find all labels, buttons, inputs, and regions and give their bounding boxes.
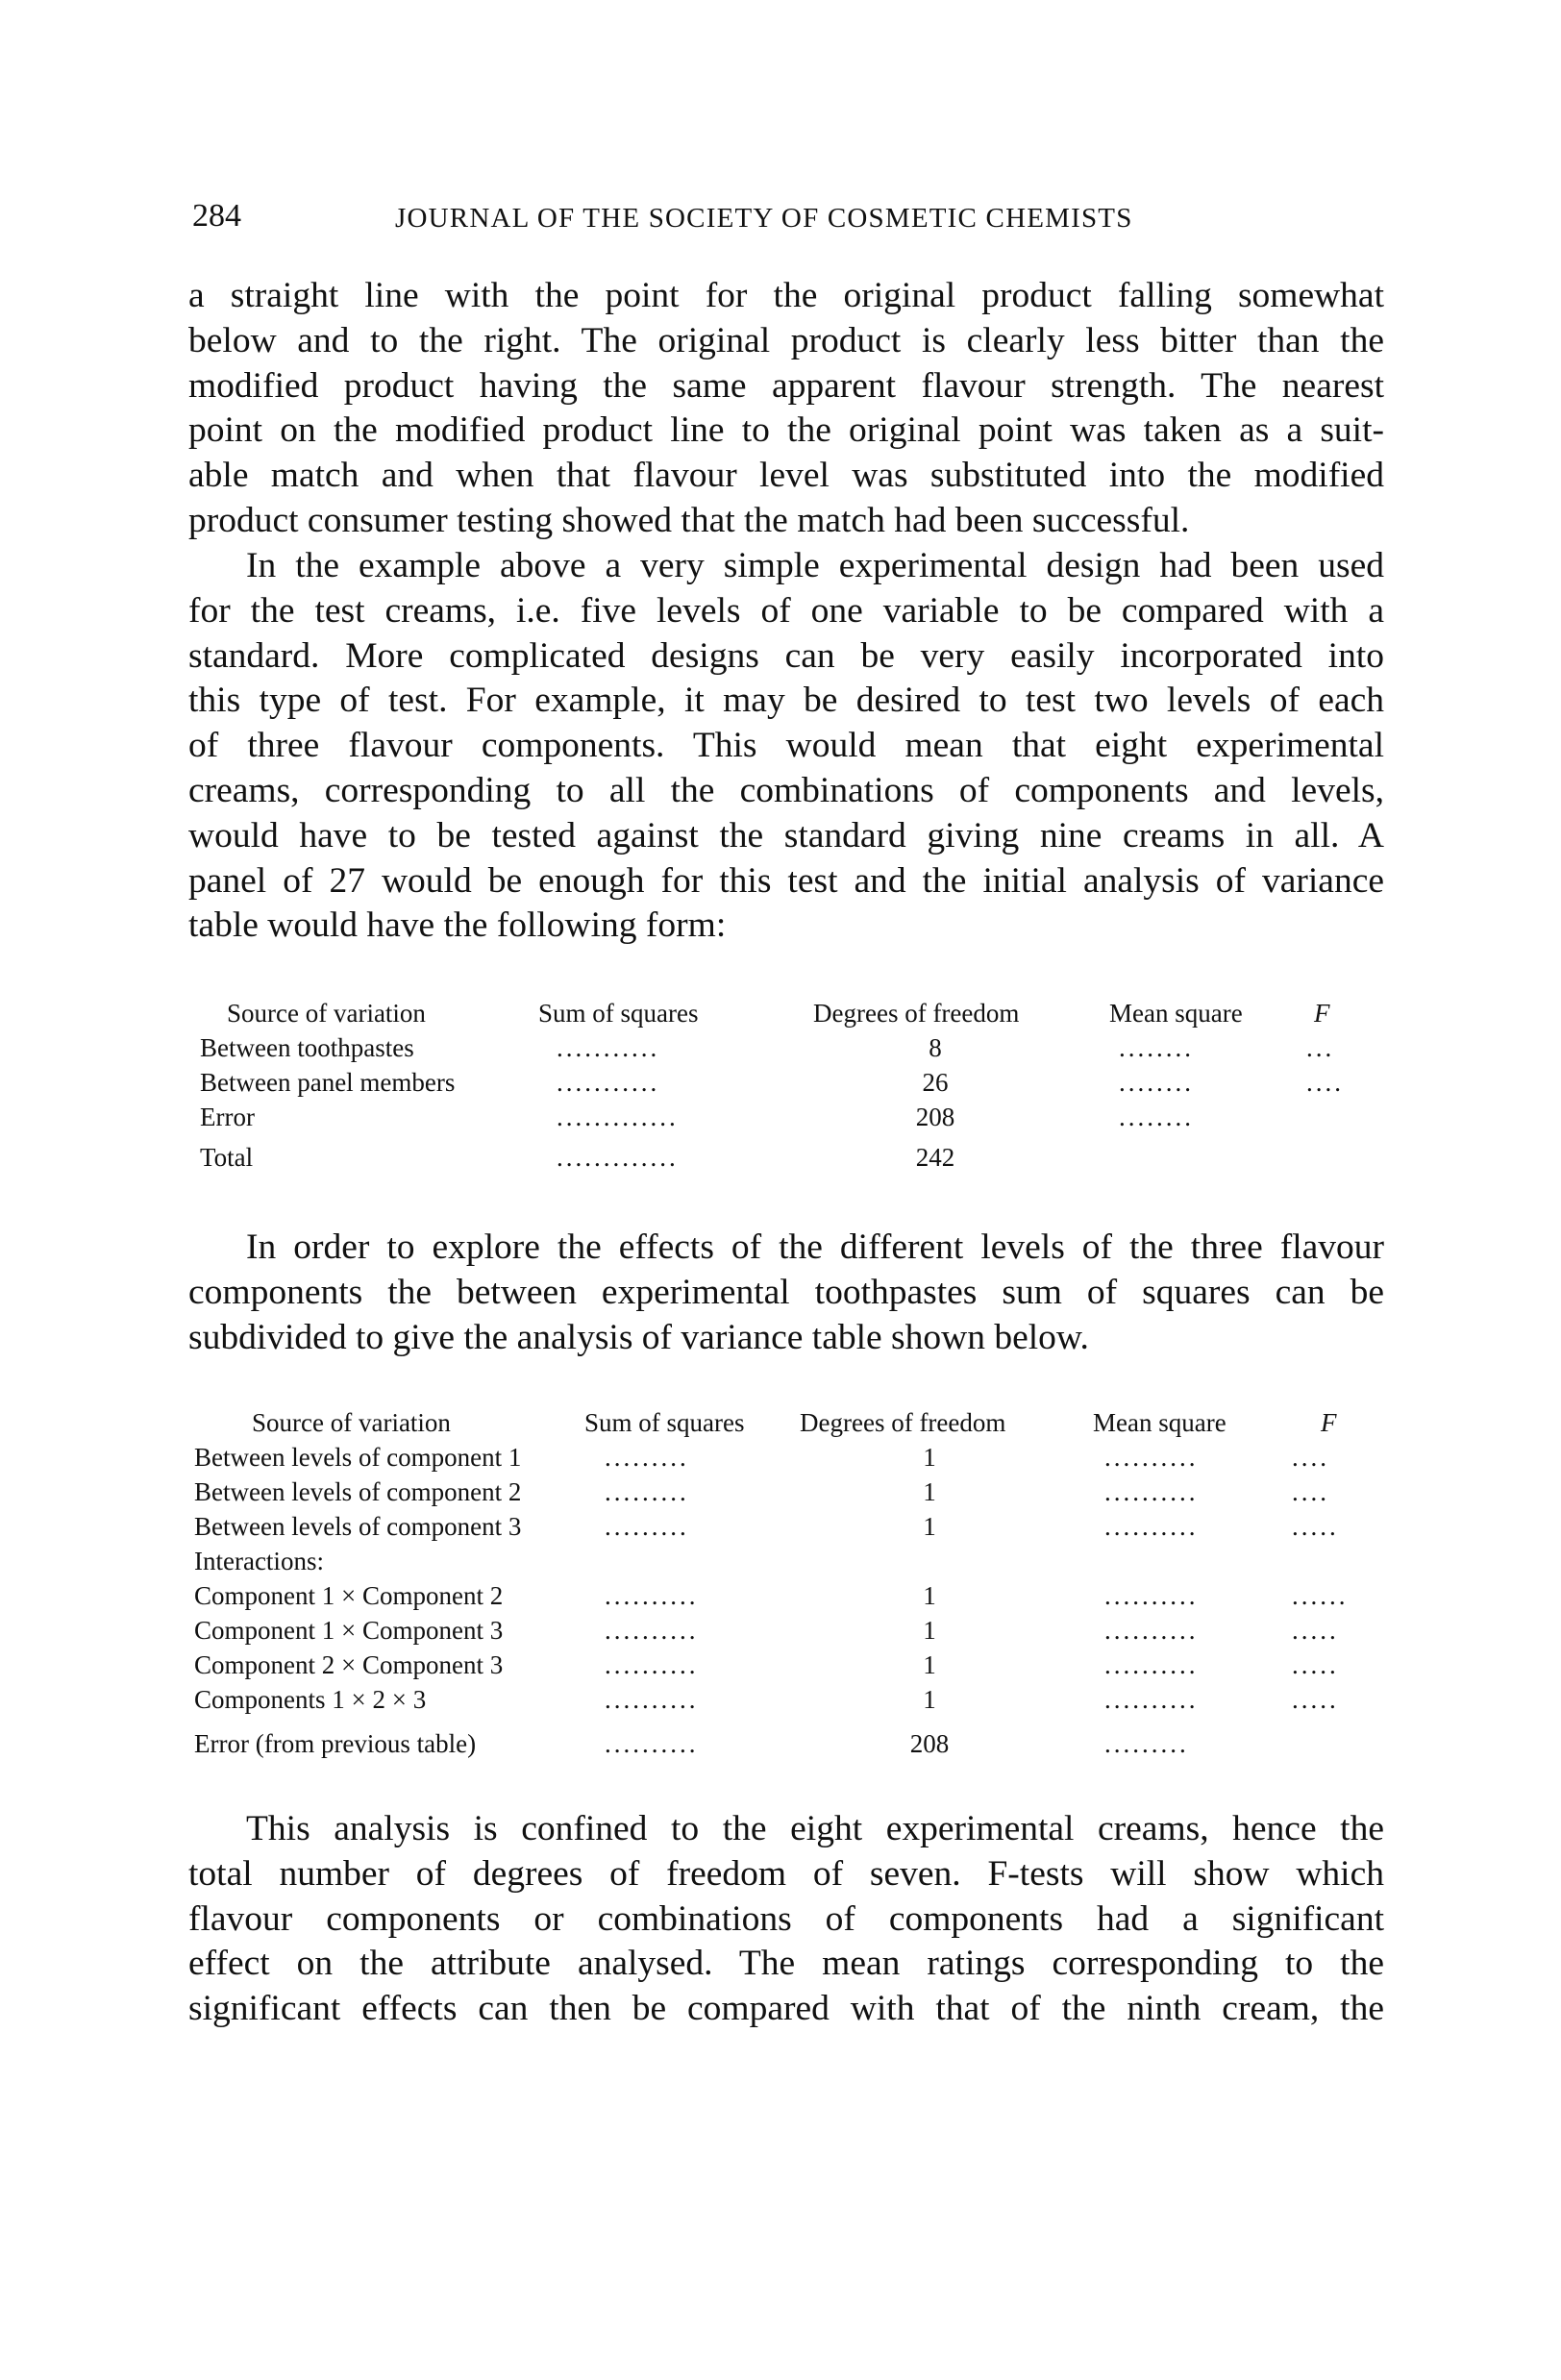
row-source: Interactions:	[194, 1547, 324, 1575]
row-df: 242	[915, 1143, 955, 1172]
text-line: for the test creams, i.e. five levels of one variable to be compared with a	[188, 590, 1384, 631]
row-sum-of-squares: ..........	[605, 1616, 699, 1645]
text-line: standard. More complicated designs can be very easily incorporated into	[188, 635, 1384, 676]
header-degrees-of-freedom: Degrees of freedom	[800, 1408, 1006, 1437]
row-sum-of-squares: .............	[557, 1143, 679, 1172]
row-source: Components 1 × 2 × 3	[194, 1685, 427, 1714]
row-sum-of-squares: .........	[605, 1477, 689, 1506]
anova-table-1	[200, 996, 1384, 1188]
row-mean-square: ..........	[1104, 1685, 1199, 1714]
header-mean-square: Mean square	[1093, 1408, 1226, 1437]
text-line: effect on the attribute analysed. The mean ratings corresponding to the	[188, 1944, 1384, 1984]
row-sum-of-squares: ..........	[605, 1581, 699, 1610]
row-mean-square: ..........	[1104, 1581, 1199, 1610]
row-f: ......	[1292, 1581, 1349, 1610]
header-sum-of-squares: Sum of squares	[538, 999, 699, 1028]
row-f: .....	[1292, 1616, 1339, 1645]
row-df: 1	[923, 1581, 936, 1610]
row-f: .....	[1292, 1512, 1339, 1541]
text-line: panel of 27 would be enough for this test and the initial analysis of variance	[188, 860, 1384, 901]
row-source: Error (from previous table)	[194, 1729, 477, 1758]
row-f: .....	[1292, 1685, 1339, 1714]
text-line: able match and when that flavour level was substituted into the modified	[188, 456, 1384, 496]
text-line: of three flavour components. This would mean that eight experimental	[188, 726, 1384, 766]
paragraph-4	[188, 1807, 1384, 2032]
row-f: ....	[1292, 1477, 1329, 1506]
row-df: 26	[922, 1068, 949, 1097]
row-df: 1	[923, 1512, 936, 1541]
row-source: Component 1 × Component 2	[194, 1581, 504, 1610]
paragraph-1	[188, 274, 1384, 544]
row-source: Between levels of component 2	[194, 1477, 522, 1506]
row-f: ...	[1306, 1033, 1335, 1062]
header-f: F	[1321, 1408, 1337, 1437]
row-mean-square: ..........	[1104, 1616, 1199, 1645]
row-mean-square: .........	[1104, 1729, 1189, 1758]
row-sum-of-squares: ..........	[605, 1650, 699, 1679]
running-head: JOURNAL OF THE SOCIETY OF COSMETIC CHEMISTS	[395, 203, 1133, 234]
text-line: flavour components or combinations of components had a significant	[188, 1898, 1384, 1939]
header-mean-square: Mean square	[1109, 999, 1243, 1028]
text-line: would have to be tested against the standard giving nine creams in all. A	[188, 815, 1384, 855]
row-df: 1	[923, 1477, 936, 1506]
row-source: Between toothpastes	[200, 1033, 414, 1062]
row-sum-of-squares: ..........	[605, 1685, 699, 1714]
text-line: This analysis is confined to the eight experimental creams, hence the	[246, 1809, 1384, 1848]
text-line: significant effects can then be compared with that of the ninth cream, the	[188, 1989, 1384, 2029]
row-mean-square: ..........	[1104, 1477, 1199, 1506]
row-mean-square: ..........	[1104, 1443, 1199, 1472]
row-source: Between levels of component 3	[194, 1512, 522, 1541]
header-source: Source of variation	[227, 999, 426, 1028]
row-f: ....	[1306, 1068, 1344, 1097]
row-mean-square: ..........	[1104, 1650, 1199, 1679]
text-line: below and to the right. The original product is clearly less bitter than the	[188, 320, 1384, 360]
row-sum-of-squares: .........	[605, 1512, 689, 1541]
row-source: Total	[200, 1143, 254, 1172]
row-sum-of-squares: ...........	[557, 1033, 660, 1062]
header-sum-of-squares: Sum of squares	[584, 1408, 745, 1437]
row-source: Between levels of component 1	[194, 1443, 522, 1472]
text-line: this type of test. For example, it may be desired to test two levels of each	[188, 681, 1384, 721]
row-source: Between panel members	[200, 1068, 456, 1097]
text-line: subdivided to give the analysis of variance table shown below.	[188, 1317, 1089, 1357]
text-line: modified product having the same apparent flavour strength. The nearest	[188, 365, 1384, 406]
row-source: Component 2 × Component 3	[194, 1650, 504, 1679]
row-df: 1	[923, 1685, 936, 1714]
text-line: In order to explore the effects of the different levels of the three flavour	[246, 1227, 1384, 1267]
row-df: 208	[909, 1729, 950, 1758]
row-mean-square: ........	[1119, 1068, 1194, 1097]
row-sum-of-squares: ..........	[605, 1729, 699, 1758]
row-df: 1	[923, 1650, 936, 1679]
text-line: In the example above a very simple experimental design had been used	[246, 546, 1384, 585]
page-number: 284	[192, 198, 241, 234]
row-sum-of-squares: .........	[605, 1443, 689, 1472]
row-source: Component 1 × Component 3	[194, 1616, 504, 1645]
header-f: F	[1314, 999, 1330, 1028]
row-f: .....	[1292, 1650, 1339, 1679]
row-df: 8	[929, 1033, 942, 1062]
row-f: ....	[1292, 1443, 1329, 1472]
row-source: Error	[200, 1103, 255, 1131]
row-df: 208	[915, 1103, 955, 1131]
row-mean-square: ........	[1119, 1033, 1194, 1062]
row-sum-of-squares: ...........	[557, 1068, 660, 1097]
text-line: creams, corresponding to all the combinations of components and levels,	[188, 770, 1384, 810]
row-df: 1	[923, 1616, 936, 1645]
text-line: point on the modified product line to the original point was taken as a suit-	[188, 410, 1384, 451]
text-line: total number of degrees of freedom of seven. F-tests will show which	[188, 1853, 1384, 1894]
header-degrees-of-freedom: Degrees of freedom	[813, 999, 1020, 1028]
row-mean-square: ..........	[1104, 1512, 1199, 1541]
text-line: table would have the following form:	[188, 905, 727, 946]
anova-table-2	[194, 1405, 1384, 1771]
text-line: product consumer testing showed that the match had been successful.	[188, 500, 1190, 540]
paragraph-2	[188, 544, 1384, 949]
row-mean-square: ........	[1119, 1103, 1194, 1131]
header-source: Source of variation	[252, 1408, 451, 1437]
text-line: a straight line with the point for the original product falling somewhat	[188, 276, 1384, 315]
paragraph-3	[188, 1226, 1384, 1360]
row-df: 1	[923, 1443, 936, 1472]
page-header	[192, 192, 1384, 240]
row-sum-of-squares: .............	[557, 1103, 679, 1131]
text-line: components the between experimental toothpastes sum of squares can be	[188, 1272, 1384, 1312]
